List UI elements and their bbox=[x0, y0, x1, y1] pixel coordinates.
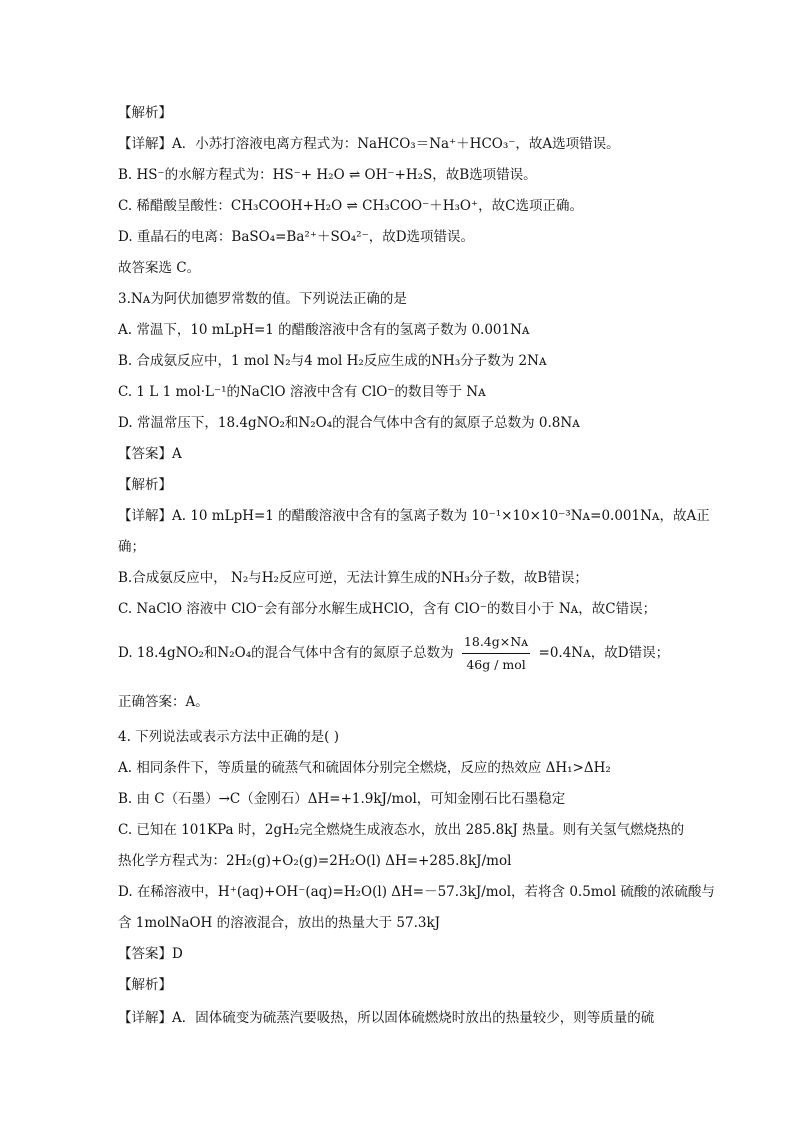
question-4-option-c: C. 已知在 101KPa 时，2gH₂完全燃烧生成液态水，放出 285.8kJ 热量。则有关氢气燃烧热的 bbox=[118, 822, 685, 838]
section-heading-analysis: 【解析】 bbox=[118, 105, 172, 121]
question-3-option-b: B. 合成氨反应中，1 mol N₂与4 mol H₂反应生成的NH₃分子数为 2Nᴀ bbox=[118, 353, 547, 369]
detail-line: 【详解】A．固体硫变为硫蒸汽要吸热，所以固体硫燃烧时放出的热量较少，则等质量的硫 bbox=[118, 1010, 655, 1026]
question-4-option-b: B. 由 C（石墨）→C（金刚石）ΔH=+1.9kJ/mol，可知金刚石比石墨稳定 bbox=[118, 791, 566, 807]
question-4-stem: 4. 下列说法或表示方法中正确的是( ) bbox=[118, 729, 339, 745]
option-d-line: D. 重晶石的电离：BaSO₄=Ba²⁺＋SO₄²⁻，故D选项错误。 bbox=[118, 229, 475, 245]
question-4-option-d: D. 在稀溶液中，H⁺(aq)+OH⁻(aq)=H₂O(l) ΔH=－57.3kJ/mol，若将含 0.5mol 硫酸的浓硫酸与 bbox=[118, 884, 715, 900]
question-3-option-a: A. 常温下，10 mLpH=1 的醋酸溶液中含有的氢离子数为 0.001Nᴀ bbox=[118, 322, 530, 338]
detail-d-result: =0.4Nᴀ，故D错误； bbox=[538, 645, 670, 661]
section-heading-analysis: 【解析】 bbox=[118, 977, 172, 993]
detail-line: 【详解】A. 10 mLpH=1 的醋酸溶液中含有的氢离子数为 10⁻¹×10×10⁻³Nᴀ=0.001Nᴀ，故A正 bbox=[118, 508, 710, 524]
option-b-line: B. HS⁻的水解方程式为：HS⁻+ H₂O ⇌ OH⁻+H₂S，故B选项错误。 bbox=[118, 167, 537, 183]
answer-heading: 【答案】D bbox=[118, 946, 183, 962]
detail-c-line: C. NaClO 溶液中 ClO⁻会有部分水解生成HClO，含有 ClO⁻的数目小于 Nᴀ，故C错误； bbox=[118, 601, 657, 617]
detail-line-continued: 确； bbox=[118, 539, 145, 555]
question-3-stem: 3.Nᴀ为阿伏加德罗常数的值。下列说法正确的是 bbox=[118, 291, 407, 307]
fraction-numerator: 18.4g×Nᴀ bbox=[462, 632, 530, 654]
option-c-line: C. 稀醋酸呈酸性：CH₃COOH+H₂O ⇌ CH₃COO⁻＋H₃O⁺，故C选项正确。 bbox=[118, 198, 583, 214]
question-4-option-a: A. 相同条件下，等质量的硫蒸气和硫固体分别完全燃烧，反应的热效应 ΔH₁>ΔH₂ bbox=[118, 760, 611, 776]
section-heading-analysis: 【解析】 bbox=[118, 477, 172, 493]
detail-d-text: D. 18.4gNO₂和N₂O₄的混合气体中含有的氮原子总数为 bbox=[118, 645, 454, 661]
fraction-denominator: 46g / mol bbox=[466, 657, 526, 672]
detail-d-line bbox=[118, 632, 669, 675]
question-3-option-c: C. 1 L 1 mol·L⁻¹的NaClO 溶液中含有 ClO⁻的数目等于 Nᴀ bbox=[118, 384, 486, 400]
fraction bbox=[462, 632, 530, 675]
answer-conclusion: 故答案选 C。 bbox=[118, 260, 201, 276]
question-4-option-c-continued: 热化学方程式为：2H₂(g)+O₂(g)=2H₂O(l) ΔH=+285.8kJ/mol bbox=[118, 853, 512, 869]
question-3-option-d: D. 常温常压下，18.4gNO₂和N₂O₄的混合气体中含有的氮原子总数为 0.8Nᴀ bbox=[118, 415, 580, 431]
correct-answer-line: 正确答案：A。 bbox=[118, 694, 209, 710]
detail-b-line: B.合成氨反应中， N₂与H₂反应可逆，无法计算生成的NH₃分子数，故B错误； bbox=[118, 570, 588, 586]
answer-heading: 【答案】A bbox=[118, 446, 182, 462]
question-4-option-d-continued: 含 1molNaOH 的溶液混合，放出的热量大于 57.3kJ bbox=[118, 915, 441, 931]
detail-line: 【详解】A．小苏打溶液电离方程式为：NaHCO₃＝Na⁺＋HCO₃⁻，故A选项错误。 bbox=[118, 136, 620, 152]
